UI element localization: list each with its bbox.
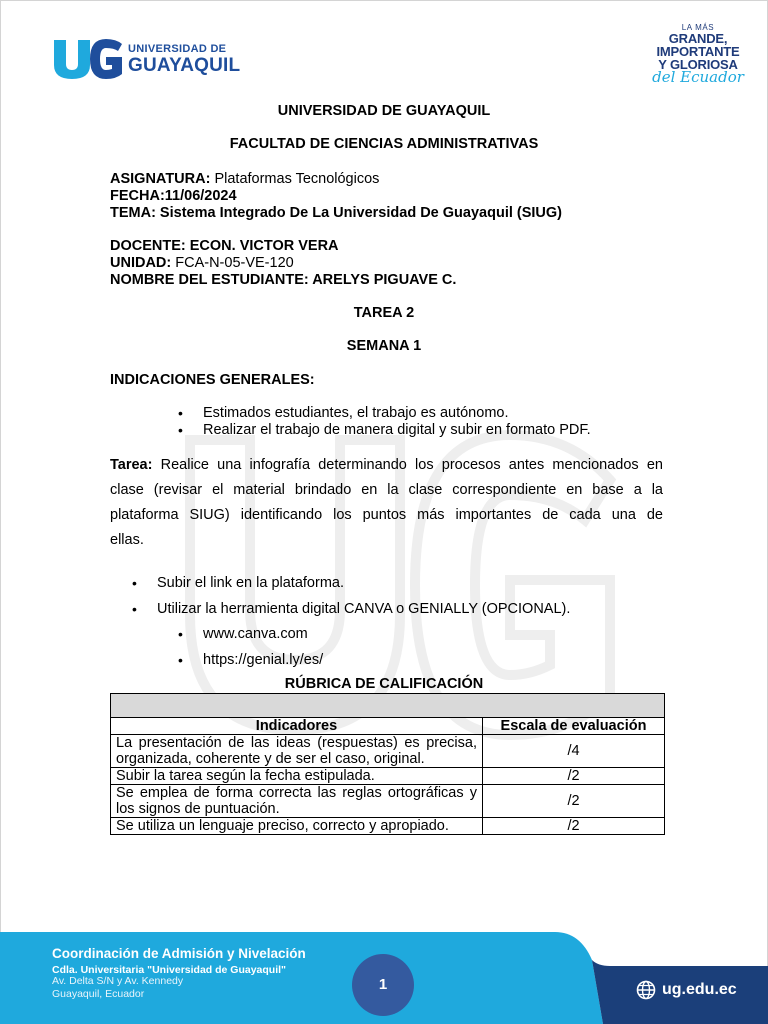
indicaciones-heading: INDICACIONES GENERALES:: [110, 372, 315, 388]
slogan-line1: LA MÁS: [681, 23, 715, 32]
footer-address-1: Cdla. Universitaria "Universidad de Guayaquil": [52, 964, 287, 976]
list-item: • Subir el link en la plataforma.: [132, 575, 344, 591]
logo-line1: UNIVERSIDAD DE: [128, 42, 227, 55]
tarea-line-4: ellas.: [110, 532, 144, 548]
indicator-cell: Subir la tarea según la fecha estipulada.: [111, 768, 483, 785]
list-item-text: Realizar el trabajo de manera digital y subir en formato PDF.: [203, 422, 591, 438]
rubric-table: [110, 693, 665, 835]
table-band-row: [111, 694, 665, 718]
asignatura-label: ASIGNATURA:: [110, 171, 211, 187]
score-cell: /2: [483, 785, 665, 818]
header-escala: Escala de evaluación: [483, 718, 665, 735]
score-cell: /4: [483, 735, 665, 768]
tarea-title: TAREA 2: [353, 305, 415, 321]
slogan-line3: IMPORTANTE: [656, 44, 740, 59]
slogan-line4: Y GLORIOSA: [658, 57, 738, 72]
table-row: [111, 768, 665, 785]
faculty-title: FACULTAD DE CIENCIAS ADMINISTRATIVAS: [229, 136, 539, 152]
page-number: 1: [352, 954, 414, 1016]
asignatura-value: Plataformas Tecnológicos: [214, 171, 380, 187]
canva-link[interactable]: www.canva.com: [203, 626, 308, 642]
university-logo: [52, 38, 240, 80]
fecha: FECHA:11/06/2024: [110, 188, 237, 204]
tarea-label: Tarea:: [110, 457, 153, 473]
unidad-label: UNIDAD:: [110, 255, 172, 271]
website[interactable]: [636, 980, 737, 1000]
tarea-line-2: clase (revisar el material brindado en la clase correspondiente en base a la: [110, 482, 663, 498]
logo-line2: GUAYAQUIL: [128, 54, 241, 76]
table-row: [111, 818, 665, 835]
list-item-text: Subir el link en la plataforma.: [157, 575, 344, 591]
score-cell: /2: [483, 818, 665, 835]
ug-logo-icon: [52, 38, 124, 80]
indicator-cell: Se utiliza un lenguaje preciso, correcto y apropiado.: [111, 818, 483, 835]
table-row: [111, 735, 665, 768]
semana-title: SEMANA 1: [346, 338, 422, 354]
tarea-line-1: Realice una infografía determinando los procesos antes mencionados en: [160, 457, 663, 473]
table-header-row: [111, 718, 665, 735]
list-item: • Estimados estudiantes, el trabajo es autónomo.: [178, 405, 509, 421]
footer-address-2: Av. Delta S/N y Av. Kennedy: [52, 975, 184, 987]
docente: DOCENTE: ECON. VICTOR VERA: [110, 238, 339, 254]
table-band-cell: [111, 694, 665, 718]
indicator-cell: La presentación de las ideas (respuestas) es precisa, organizada, coherente y de ser el caso, original.: [111, 735, 483, 768]
tarea-paragraph: [110, 453, 663, 553]
globe-icon: [636, 980, 656, 1000]
list-item: • Realizar el trabajo de manera digital y subir en formato PDF.: [178, 422, 591, 438]
footer-title: Coordinación de Admisión y Nivelación: [52, 946, 306, 961]
tarea-line-3: plataforma SIUG) identificando los puntos más importantes de cada una de: [110, 507, 663, 523]
link-item: • www.canva.com: [178, 626, 308, 642]
score-cell: /2: [483, 768, 665, 785]
slogan: [648, 24, 748, 85]
slogan-script: del Ecuador: [652, 68, 744, 86]
indicator-cell: Se emplea de forma correcta las reglas ortográficas y los signos de puntuación.: [111, 785, 483, 818]
university-title: UNIVERSIDAD DE GUAYAQUIL: [277, 103, 491, 119]
footer-address-3: Guayaquil, Ecuador: [52, 988, 145, 1000]
list-item: • Utilizar la herramienta digital CANVA o GENIALLY (OPCIONAL).: [132, 601, 571, 617]
tema: TEMA: Sistema Integrado De La Universidad De Guayaquil (SIUG): [110, 205, 563, 221]
genially-link[interactable]: https://genial.ly/es/: [203, 652, 324, 668]
list-item-text: Utilizar la herramienta digital CANVA o GENIALLY (OPCIONAL).: [157, 601, 571, 617]
header-indicadores: Indicadores: [111, 718, 483, 735]
link-item: • https://genial.ly/es/: [178, 652, 324, 668]
unidad-value: FCA-N-05-VE-120: [175, 255, 294, 271]
info-block-1: [110, 171, 562, 222]
info-block-2: [110, 238, 456, 289]
rubric-title: RÚBRICA DE CALIFICACIÓN: [284, 676, 484, 692]
table-row: [111, 785, 665, 818]
estudiante: NOMBRE DEL ESTUDIANTE: ARELYS PIGUAVE C.: [110, 272, 457, 288]
website-text[interactable]: ug.edu.ec: [662, 981, 737, 998]
list-item-text: Estimados estudiantes, el trabajo es autónomo.: [203, 405, 509, 421]
slogan-line2: GRANDE,: [668, 31, 728, 46]
